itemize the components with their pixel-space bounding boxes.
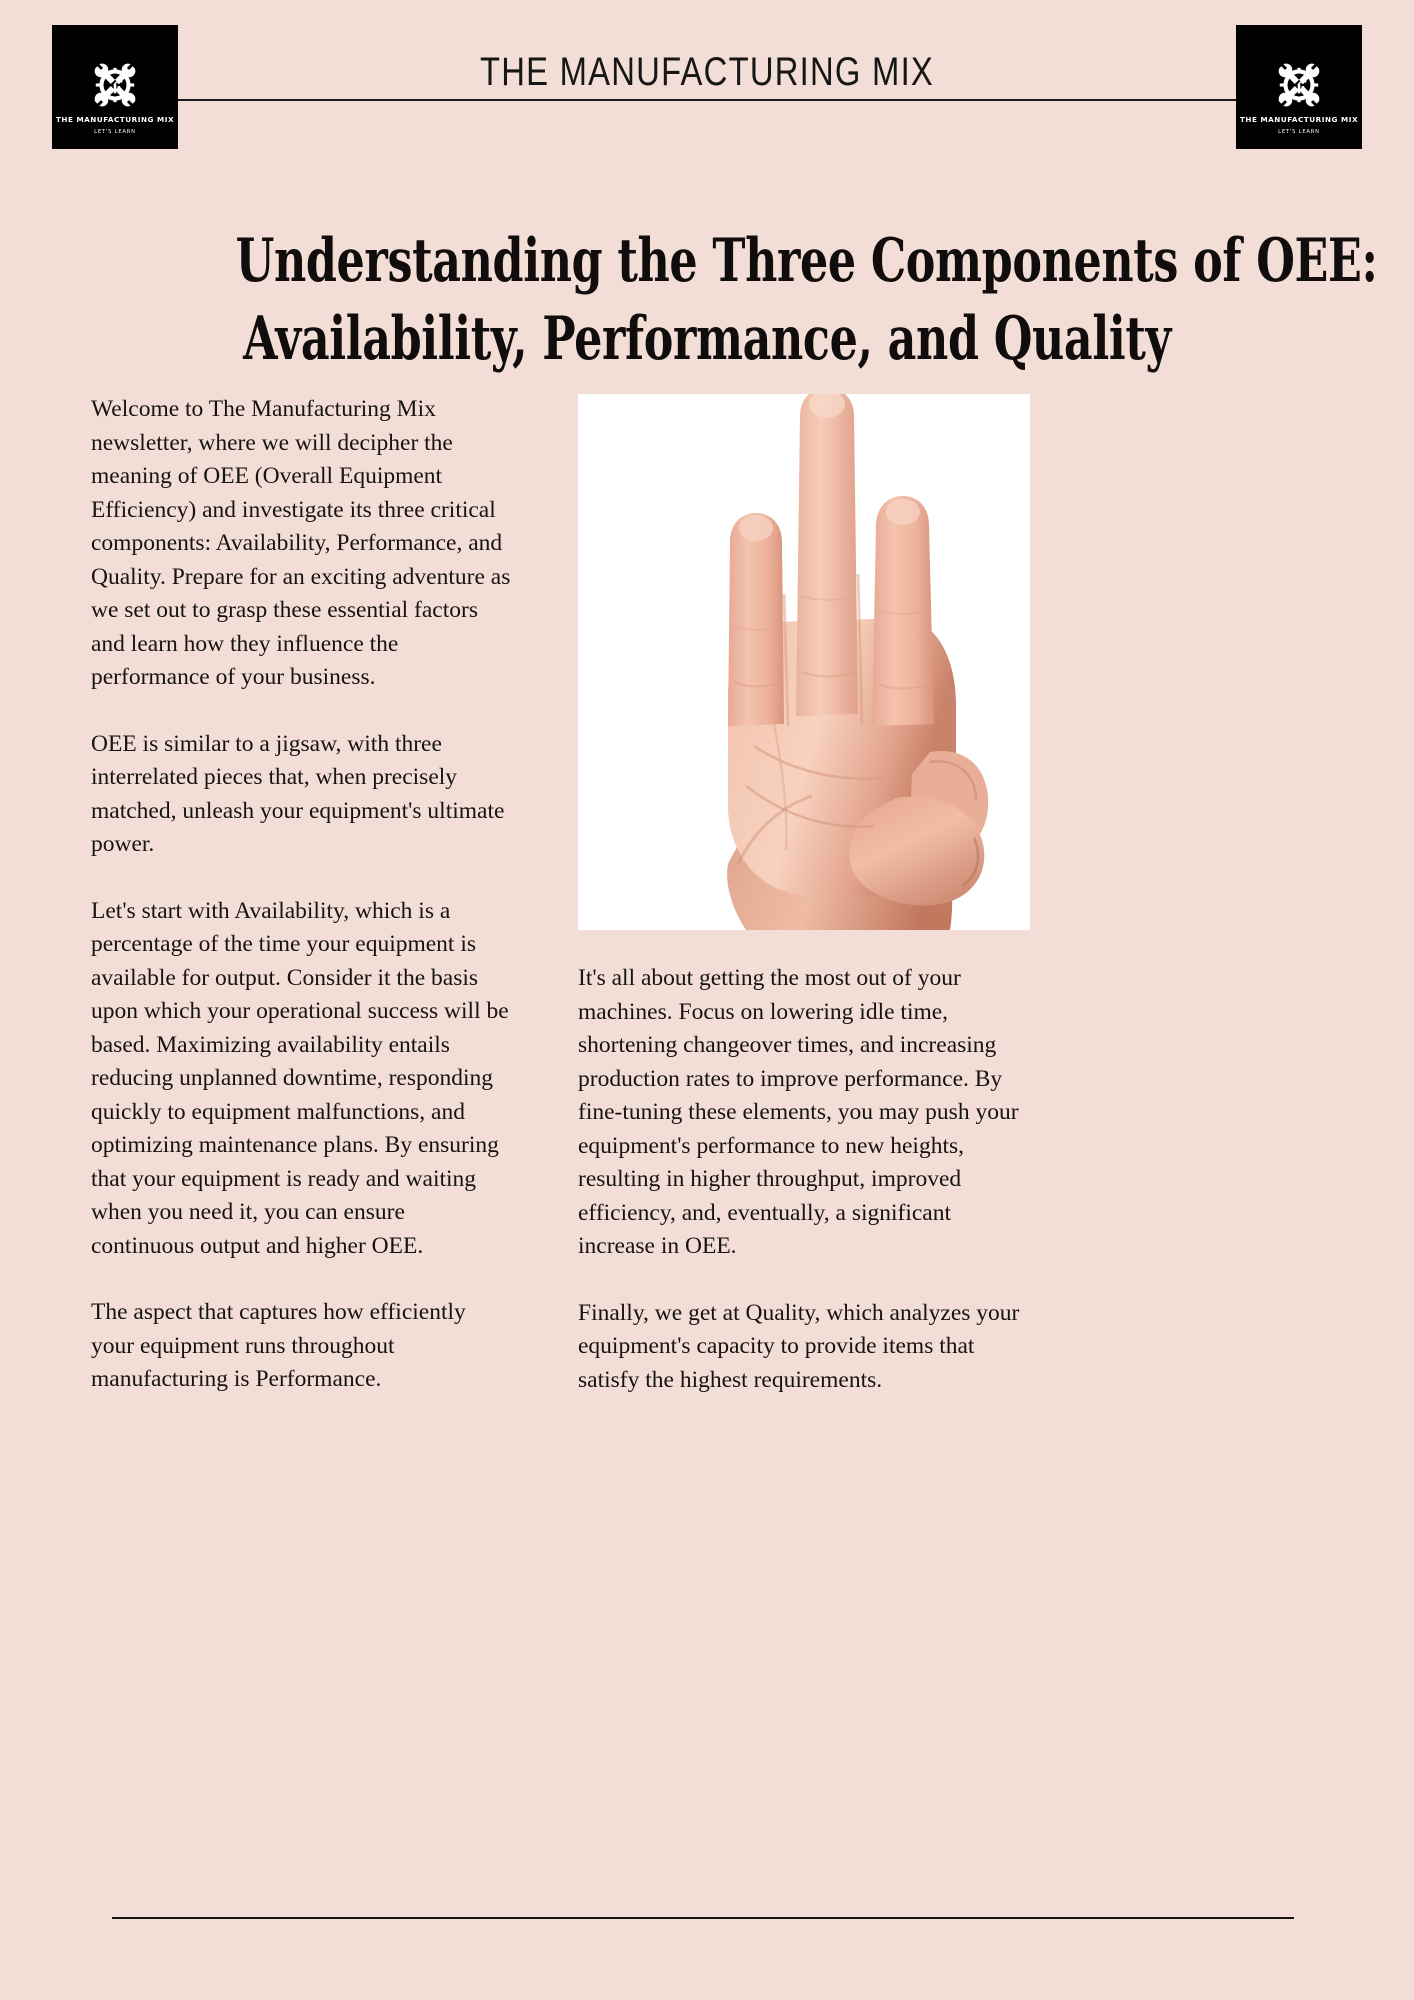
page-title-line-2: Availability, Performance, and Quality (243, 304, 1171, 375)
page-title (70, 222, 1378, 378)
page-header (0, 0, 1414, 175)
paragraph: The aspect that captures how efficiently your equipment runs throughout manufacturing is Performance. (91, 1299, 466, 1392)
header-divider (170, 99, 1245, 101)
paragraph: Welcome to The Manufacturing Mix newsletter, where we will decipher the meaning of OEE (Overall Equipment Efficiency) and investigate its three critical components: Availability, Performance, and Quality. Prepare for an exciting adventure as we set out to grasp these essential factors and learn how they influence the performance of your business. (91, 396, 511, 690)
body-left-column (91, 393, 513, 1397)
hand-three-fingers-photo (578, 394, 1030, 930)
logo-left (52, 25, 178, 149)
paragraph: Let's start with Availability, which is a percentage of the time your equipment is available for output. Consider it the basis upon which your operational success will be based. Maximizing availability entails reducing unplanned downtime, responding quickly to equipment malfunctions, and optimizing maintenance plans. By ensuring that your equipment is ready and waiting when you need it, you can ensure continuous output and higher OEE. (91, 897, 509, 1259)
logo-tagline: LET'S LEARN (94, 128, 136, 135)
gear-wrench-barchart-icon (1273, 61, 1325, 109)
paragraph: Finally, we get at Quality, which analyzes your equipment's capacity to provide items that satisfy the highest requirements. (578, 1299, 1020, 1393)
gear-wrench-barchart-icon (89, 61, 141, 109)
logo-right (1236, 25, 1362, 149)
paragraph: It's all about getting the most out of your machines. Focus on lowering idle time, shortening changeover times, and increasing production rates to improve performance. By fine-tuning these elements, you may push your equipment's performance to new heights, resulting in higher throughput, improved efficiency, and, eventually, a significant increase in OEE. (578, 965, 1019, 1259)
logo-tagline: LET'S LEARN (1278, 128, 1320, 135)
body-right-column (578, 962, 1030, 1397)
logo-name: THE MANUFACTURING MIX (1239, 114, 1359, 124)
logo-name: THE MANUFACTURING MIX (55, 114, 175, 124)
header-title: THE MANUFACTURING MIX (479, 50, 935, 94)
paragraph: OEE is similar to a jigsaw, with three interrelated pieces that, when precisely matched, unleash your equipment's ultimate power. (91, 730, 505, 857)
footer-divider (112, 1917, 1294, 1919)
page-title-line-1: Understanding the Three Components of OEE: (235, 226, 1378, 297)
